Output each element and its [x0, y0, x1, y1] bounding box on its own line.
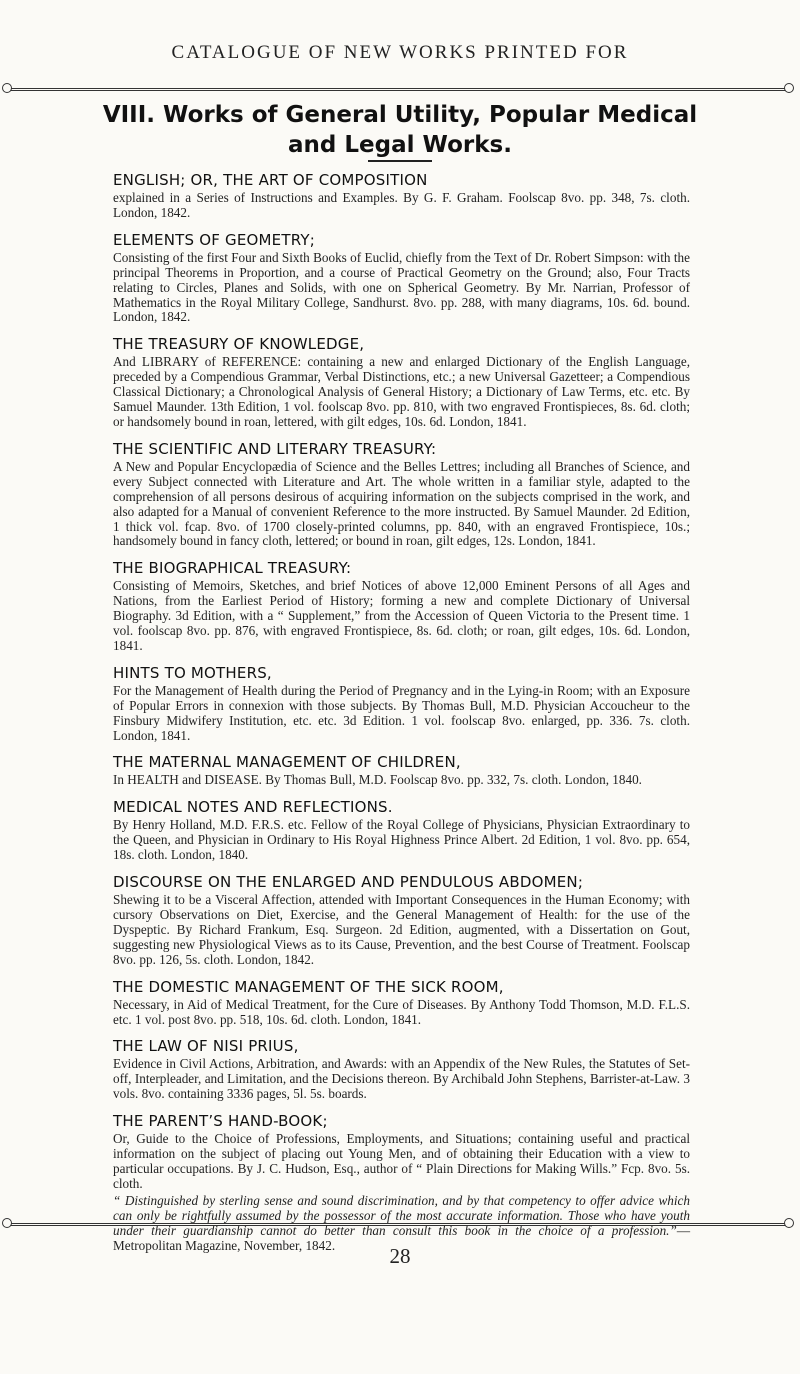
entry-text: And LIBRARY of REFERENCE: containing a new and enlarged Dictionary of the English Language, preceded by a Compendious Grammar, Verbal Distinctions, etc.; a new Universal Gazetteer; a Compendious Classical Dictionary; a Chronological Analysis of General History; a Dictionary of Law Terms, etc. etc. By Samuel Maunder. 13th Edition, 1 vol. foolscap 8vo. pp. 810, with two engraved Frontispieces, 8s. 6d. cloth; or handsomely bound in roan, lettered, with gilt edges, 10s. 6d. London, 1841.	[113, 354, 690, 429]
catalogue-entry	[113, 334, 690, 430]
rule-ornament-icon	[784, 83, 794, 93]
top-double-rule	[10, 88, 787, 91]
catalogue-entries	[113, 170, 690, 1262]
entry-text: Or, Guide to the Choice of Professions, Employments, and Situations; containing useful and practical information on the subject of placing out Young Men, and of obtaining their Education with a view to particular occupations. By J. C. Hudson, Esq., author of “ Plain Directions for Making Wills.” Fcp. 8vo. 5s. cloth.	[113, 1131, 690, 1191]
entry-text: Consisting of the first Four and Sixth Books of Euclid, chiefly from the Text of Dr. Robert Simpson: with the principal Theorems in Proportion, and a course of Practical Geometry on the Ground; also, Four Tracts relating to Circles, Planes and Solids, with one on Spherical Geometry. By Mr. Narrian, Professor of Mathematics in the Royal Military College, Sandhurst. 8vo. pp. 288, with many diagrams, 10s. 6d. bound. London, 1842.	[113, 249, 690, 325]
section-title-line2: and Legal Works.	[288, 132, 512, 158]
catalogue-entry	[113, 558, 690, 654]
catalogue-entry	[113, 872, 690, 968]
entry-text: Evidence in Civil Actions, Arbitration, and Awards: with an Appendix of the New Rules, the Statutes of Set-off, Interpleader, and Limitation, and the Decisions thereon. By Archibald John Stephens, Barrister-at-Law. 3 vols. 8vo. containing 3336 pages, 5l. 5s. boards.	[113, 1056, 690, 1102]
rule-ornament-icon	[2, 83, 12, 93]
entry-heading: THE DOMESTIC MANAGEMENT OF THE SICK ROOM,	[113, 977, 504, 996]
entry-heading: ELEMENTS OF GEOMETRY;	[113, 230, 315, 249]
catalogue-entry	[113, 1111, 690, 1253]
entry-text: By Henry Holland, M.D. F.R.S. etc. Fellow of the Royal College of Physicians, Physician Extraordinary to the Queen, and Physician in Ordinary to His Royal Highness Prince Albert. 2d Edition, 1 vol. 8vo. pp. 654, 18s. cloth. London, 1840.	[113, 817, 690, 863]
bottom-double-rule	[10, 1223, 787, 1226]
rule-ornament-icon	[2, 1218, 12, 1228]
review-quote-source: —Metropolitan Magazine, November, 1842.	[113, 1222, 690, 1253]
entry-heading: MEDICAL NOTES AND REFLECTIONS.	[113, 798, 393, 817]
catalogue-entry	[113, 1036, 690, 1102]
section-title	[0, 100, 800, 160]
section-title-line1: VIII. Works of General Utility, Popular Medical	[102, 102, 698, 128]
entry-text: In HEALTH and DISEASE. By Thomas Bull, M.D. Foolscap 8vo. pp. 332, 7s. cloth. London, 1840.	[113, 772, 642, 788]
title-divider	[368, 160, 432, 162]
entry-heading: THE SCIENTIFIC AND LITERARY TREASURY:	[113, 439, 437, 458]
entry-text: Necessary, in Aid of Medical Treatment, for the Cure of Diseases. By Anthony Todd Thomson, M.D. F.L.S. etc. 1 vol. post 8vo. pp. 518, 10s. 6d. cloth. London, 1841.	[113, 996, 690, 1027]
catalogue-entry	[113, 752, 690, 788]
entry-heading: THE TREASURY OF KNOWLEDGE,	[113, 335, 365, 354]
rule-ornament-icon	[784, 1218, 794, 1228]
catalogue-entry	[113, 977, 690, 1028]
entry-text: A New and Popular Encyclopædia of Science and the Belles Lettres; including all Branches of Science, and every Subject connected with Literature and Art. The whole written in a familiar style, adapted to the comprehension of all persons desirous of acquiring information on the subjects comprised in the work, and also adapted for a Manual of convenient Reference to the more instructed. By Samuel Maunder. 2d Edition, 1 thick vol. fcap. 8vo. of 1700 closely-printed columns, pp. 840, with an engraved Frontispiece, 10s.; handsomely bound in fancy cloth, lettered; or bound in roan, gilt edges, 12s. London, 1841.	[113, 458, 690, 549]
entry-heading: THE BIOGRAPHICAL TREASURY:	[113, 559, 352, 578]
entry-heading: DISCOURSE ON THE ENLARGED AND PENDULOUS ABDOMEN;	[113, 873, 584, 892]
entry-text: Shewing it to be a Visceral Affection, attended with Important Consequences in the Human Economy; with cursory Observations on Diet, Exercise, and the General Management of Health: for the use of the Dyspeptic. By Richard Frankum, Esq. Surgeon. 2d Edition, augmented, with a Dissertation on Gout, suggesting new Physiological Views as to its Cause, Prevention, and the best Course of Treatment. Foolscap 8vo. pp. 126, 5s. cloth. London, 1842.	[113, 892, 690, 967]
entry-heading: ENGLISH; OR, THE ART OF COMPOSITION	[113, 171, 428, 189]
catalogue-entry	[113, 170, 690, 221]
entry-text: explained in a Series of Instructions and Examples. By G. F. Graham. Foolscap 8vo. pp. 348, 7s. cloth. London, 1842.	[113, 190, 690, 220]
catalogue-entry	[113, 230, 690, 326]
entry-text: For the Management of Health during the Period of Pregnancy and in the Lying-in Room; with an Exposure of Popular Errors in connexion with those subjects. By Thomas Bull, M.D. Physician Accoucheur to the Finsbury Midwifery Institution, etc. etc. 3d Edition. 1 vol. foolscap 8vo. enlarged, pp. 336. 7s. cloth. London, 1841.	[113, 682, 690, 743]
entry-heading: HINTS TO MOTHERS,	[113, 663, 272, 682]
catalogue-entry	[113, 439, 690, 549]
entry-text: Consisting of Memoirs, Sketches, and brief Notices of above 12,000 Eminent Persons of all Ages and Nations, from the Earliest Period of History; forming a new and complete Dictionary of Universal Biography. 3d Edition, with a “ Supplement,” from the Accession of Queen Victoria to the Present time. 1 vol. foolscap 8vo. pp. 876, with engraved Frontispiece, 8s. 6d. cloth; or roan, gilt edges, 10s. 6d. London, 1841.	[113, 578, 690, 653]
catalogue-entry	[113, 663, 690, 744]
catalogue-entry	[113, 797, 690, 863]
entry-heading: THE MATERNAL MANAGEMENT OF CHILDREN,	[113, 753, 461, 772]
page-number: 28	[389, 1244, 411, 1268]
running-head: CATALOGUE OF NEW WORKS PRINTED FOR	[171, 42, 629, 63]
review-quote-text: “ Distinguished by sterling sense and sound discrimination, and by that competency to offer advice which can only be rightfully assumed by the possessor of the most accurate information. Those who have youth under their guardianship cannot do better than consult this book in the choice of a profession.”	[113, 1192, 690, 1238]
entry-heading: THE LAW OF NISI PRIUS,	[113, 1037, 299, 1056]
entry-heading: THE PARENT’S HAND-BOOK;	[113, 1112, 328, 1131]
